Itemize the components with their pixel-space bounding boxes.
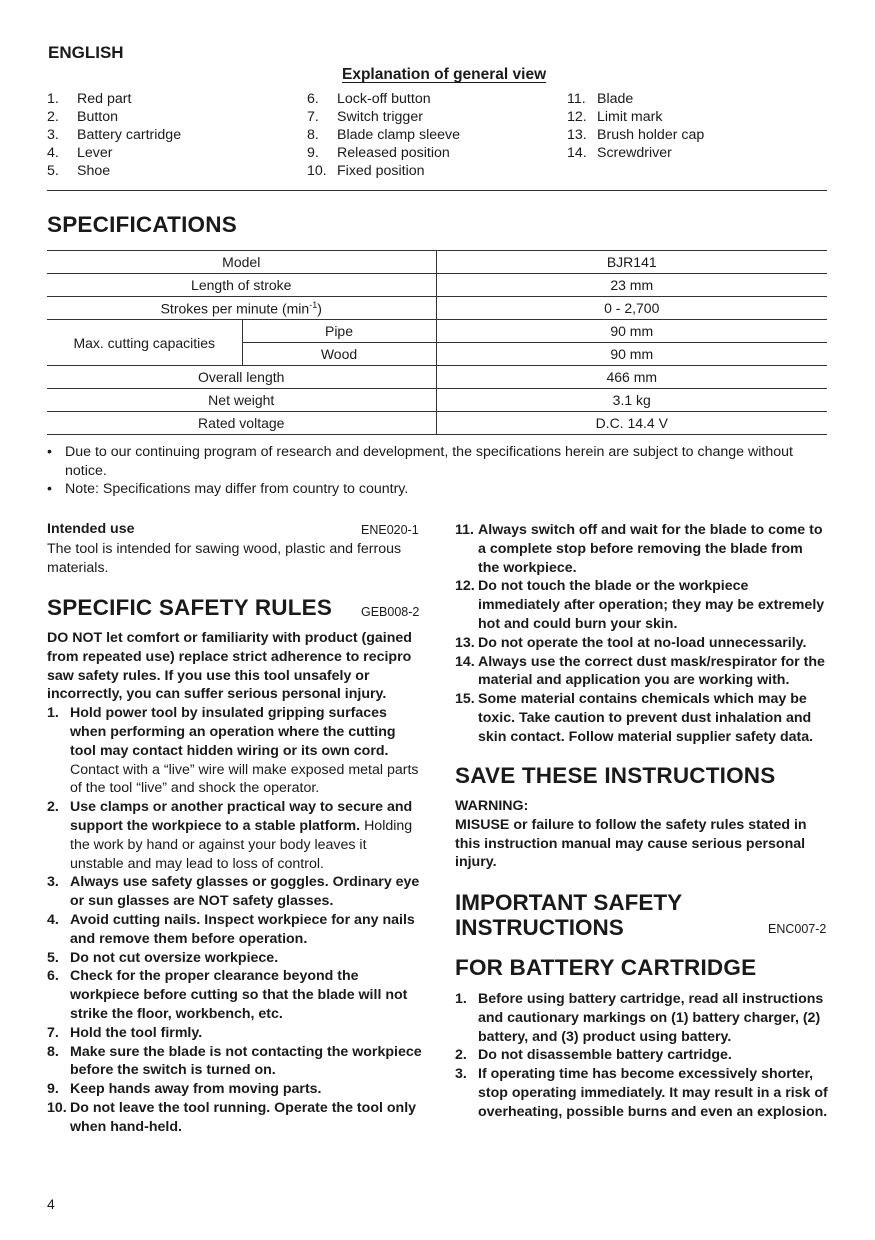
- table-row: Strokes per minute $(\min^{-1})$ 0 - 2,700: [47, 297, 827, 320]
- table-row: Wood 90 mm: [47, 343, 827, 366]
- list-item: 4. Avoid cutting nails. Inspect workpiece for any nails and remove them before operation.: [47, 911, 415, 947]
- list-item: 5. Do not cut oversize workpiece.: [47, 949, 279, 966]
- table-row: Length of stroke 23 mm: [47, 274, 827, 297]
- specifications-table: [47, 250, 827, 435]
- list-item: • Note: Specifications may differ from country to country.: [47, 481, 409, 497]
- bullet: •: [47, 481, 52, 497]
- list-item: 14. Always use the correct dust mask/respirator for the material and application you are working with.: [455, 653, 825, 689]
- list-item: 13. Brush holder cap: [567, 127, 705, 143]
- table-row: Net weight 3.1 kg: [47, 389, 827, 412]
- list-item: 1. Hold power tool by insulated gripping surfaces when performing an operation where the cutting tool may contact hidden wiring or its own cord. Contact with a “live” wire will make exposed metal parts of the tool “live” and shock the operator.: [47, 705, 419, 797]
- safety-rules-left: [47, 629, 422, 1137]
- list-item: 3. Always use safety glasses or goggles. Ordinary eye or sun glasses are NOT safety glasses.: [47, 874, 420, 910]
- warning-block: [455, 797, 828, 872]
- list-item: 7. Hold the tool firmly.: [47, 1024, 203, 1041]
- list-item: 1. Before using battery cartridge, read all instructions and cautionary markings on (1) battery charger, (2) battery, and (3) product using battery.: [455, 991, 824, 1045]
- list-item: 9. Released position: [307, 145, 450, 161]
- list-item: 12. Do not touch the blade or the workpiece immediately after operation; they may be extremely hot and could burn your skin.: [455, 578, 825, 632]
- safety-intro: DO NOT let comfort or familiarity with product (gained from repeated use) replace strict adherence to recipro saw safety rules. If you use this tool unsafely or incorrectly, you can suffer serious personal injury.: [47, 630, 412, 703]
- list-item: 11. Blade: [567, 91, 634, 107]
- intended-use-text: The tool is intended for sawing wood, plastic and ferrous materials.: [47, 541, 402, 576]
- list-item: 8. Make sure the blade is not contacting the workpiece before the switch is turned on.: [47, 1043, 422, 1079]
- save-instructions-heading: SAVE THESE INSTRUCTIONS: [455, 763, 776, 788]
- warning-label: WARNING:: [455, 798, 529, 814]
- list-item: 5. Shoe: [47, 163, 111, 179]
- list-item: 3. Battery cartridge: [47, 127, 182, 143]
- parts-list-col2: [307, 90, 460, 180]
- intended-use-title: Intended use: [47, 521, 135, 537]
- list-item: 2. Do not disassemble battery cartridge.: [455, 1047, 732, 1064]
- list-item: 6. Check for the proper clearance beyond the workpiece before cutting so that the blade will not strike the floor, workbench, etc.: [47, 968, 408, 1022]
- parts-list-col1: [47, 90, 181, 180]
- list-item: 9. Keep hands away from moving parts.: [47, 1081, 322, 1098]
- list-item: 3. If operating time has become excessively shorter, stop operating immediately. It may result in a risk of overheating, possible burns and even an explosion.: [455, 1066, 828, 1120]
- list-item: 7. Switch trigger: [307, 109, 423, 125]
- important-safety-heading: IMPORTANT SAFETY INSTRUCTIONS: [455, 890, 683, 940]
- safety-rules-list-2: [455, 521, 828, 747]
- safety-rules-heading: SPECIFIC SAFETY RULES: [47, 595, 333, 620]
- intended-use-code: ENE020-1: [361, 523, 419, 537]
- table-row: Rated voltage D.C. 14.4 V: [47, 412, 827, 435]
- battery-instructions-list: [455, 990, 828, 1122]
- table-row: Model BJR141: [47, 251, 827, 274]
- list-item: 10. Fixed position: [307, 163, 425, 179]
- specifications-heading: SPECIFICATIONS: [47, 212, 237, 237]
- battery-cartridge-heading: FOR BATTERY CARTRIDGE: [455, 955, 757, 980]
- spec-notes: [47, 443, 827, 499]
- list-item: 15. Some material contains chemicals which may be toxic. Take caution to prevent dust inhalation and skin contact. Follow material supplier safety data.: [455, 691, 814, 745]
- spm-label-cell: Strokes per minute $(\min^{-1})$: [47, 297, 436, 320]
- list-item: 13. Do not operate the tool at no-load unnecessarily.: [455, 634, 807, 651]
- list-item: 8. Blade clamp sleeve: [307, 127, 461, 143]
- safety-rules-list-1: [47, 704, 422, 1136]
- safety-rules-code: GEB008-2: [361, 605, 420, 619]
- list-item: 1. Red part: [47, 91, 132, 107]
- general-view-title: Explanation of general view: [342, 66, 547, 83]
- list-item: 10. Do not leave the tool running. Operate the tool only when hand-held.: [47, 1099, 417, 1135]
- list-item: 6. Lock-off button: [307, 91, 431, 107]
- list-item: 14. Screwdriver: [567, 145, 672, 161]
- list-item: 11. Always switch off and wait for the blade to come to a complete stop before removing the blade from the workpiece.: [455, 522, 823, 576]
- list-item: 12. Limit mark: [567, 109, 663, 125]
- important-safety-code: ENC007-2: [768, 922, 827, 936]
- list-item: 4. Lever: [47, 145, 113, 161]
- page-number: 4: [47, 1196, 55, 1212]
- warning-text: MISUSE or failure to follow the safety rules stated in this instruction manual may cause serious personal injury.: [455, 816, 807, 871]
- language-label: ENGLISH: [48, 43, 124, 62]
- list-item: 2. Button: [47, 109, 119, 125]
- list-item: 2. Use clamps or another practical way to secure and support the workpiece to a stable platform. Holding the work by hand or against your body leaves it unstable and may lead to loss of control.: [47, 799, 413, 872]
- divider: [47, 190, 827, 191]
- list-item: • Due to our continuing program of research and development, the specifications herein are subject to change without notice.: [47, 444, 793, 479]
- bullet: •: [47, 444, 52, 460]
- table-row: Overall length 466 mm: [47, 366, 827, 389]
- table-row: Max. cutting capacities Pipe 90 mm: [47, 320, 827, 343]
- parts-list-col3: [567, 90, 704, 162]
